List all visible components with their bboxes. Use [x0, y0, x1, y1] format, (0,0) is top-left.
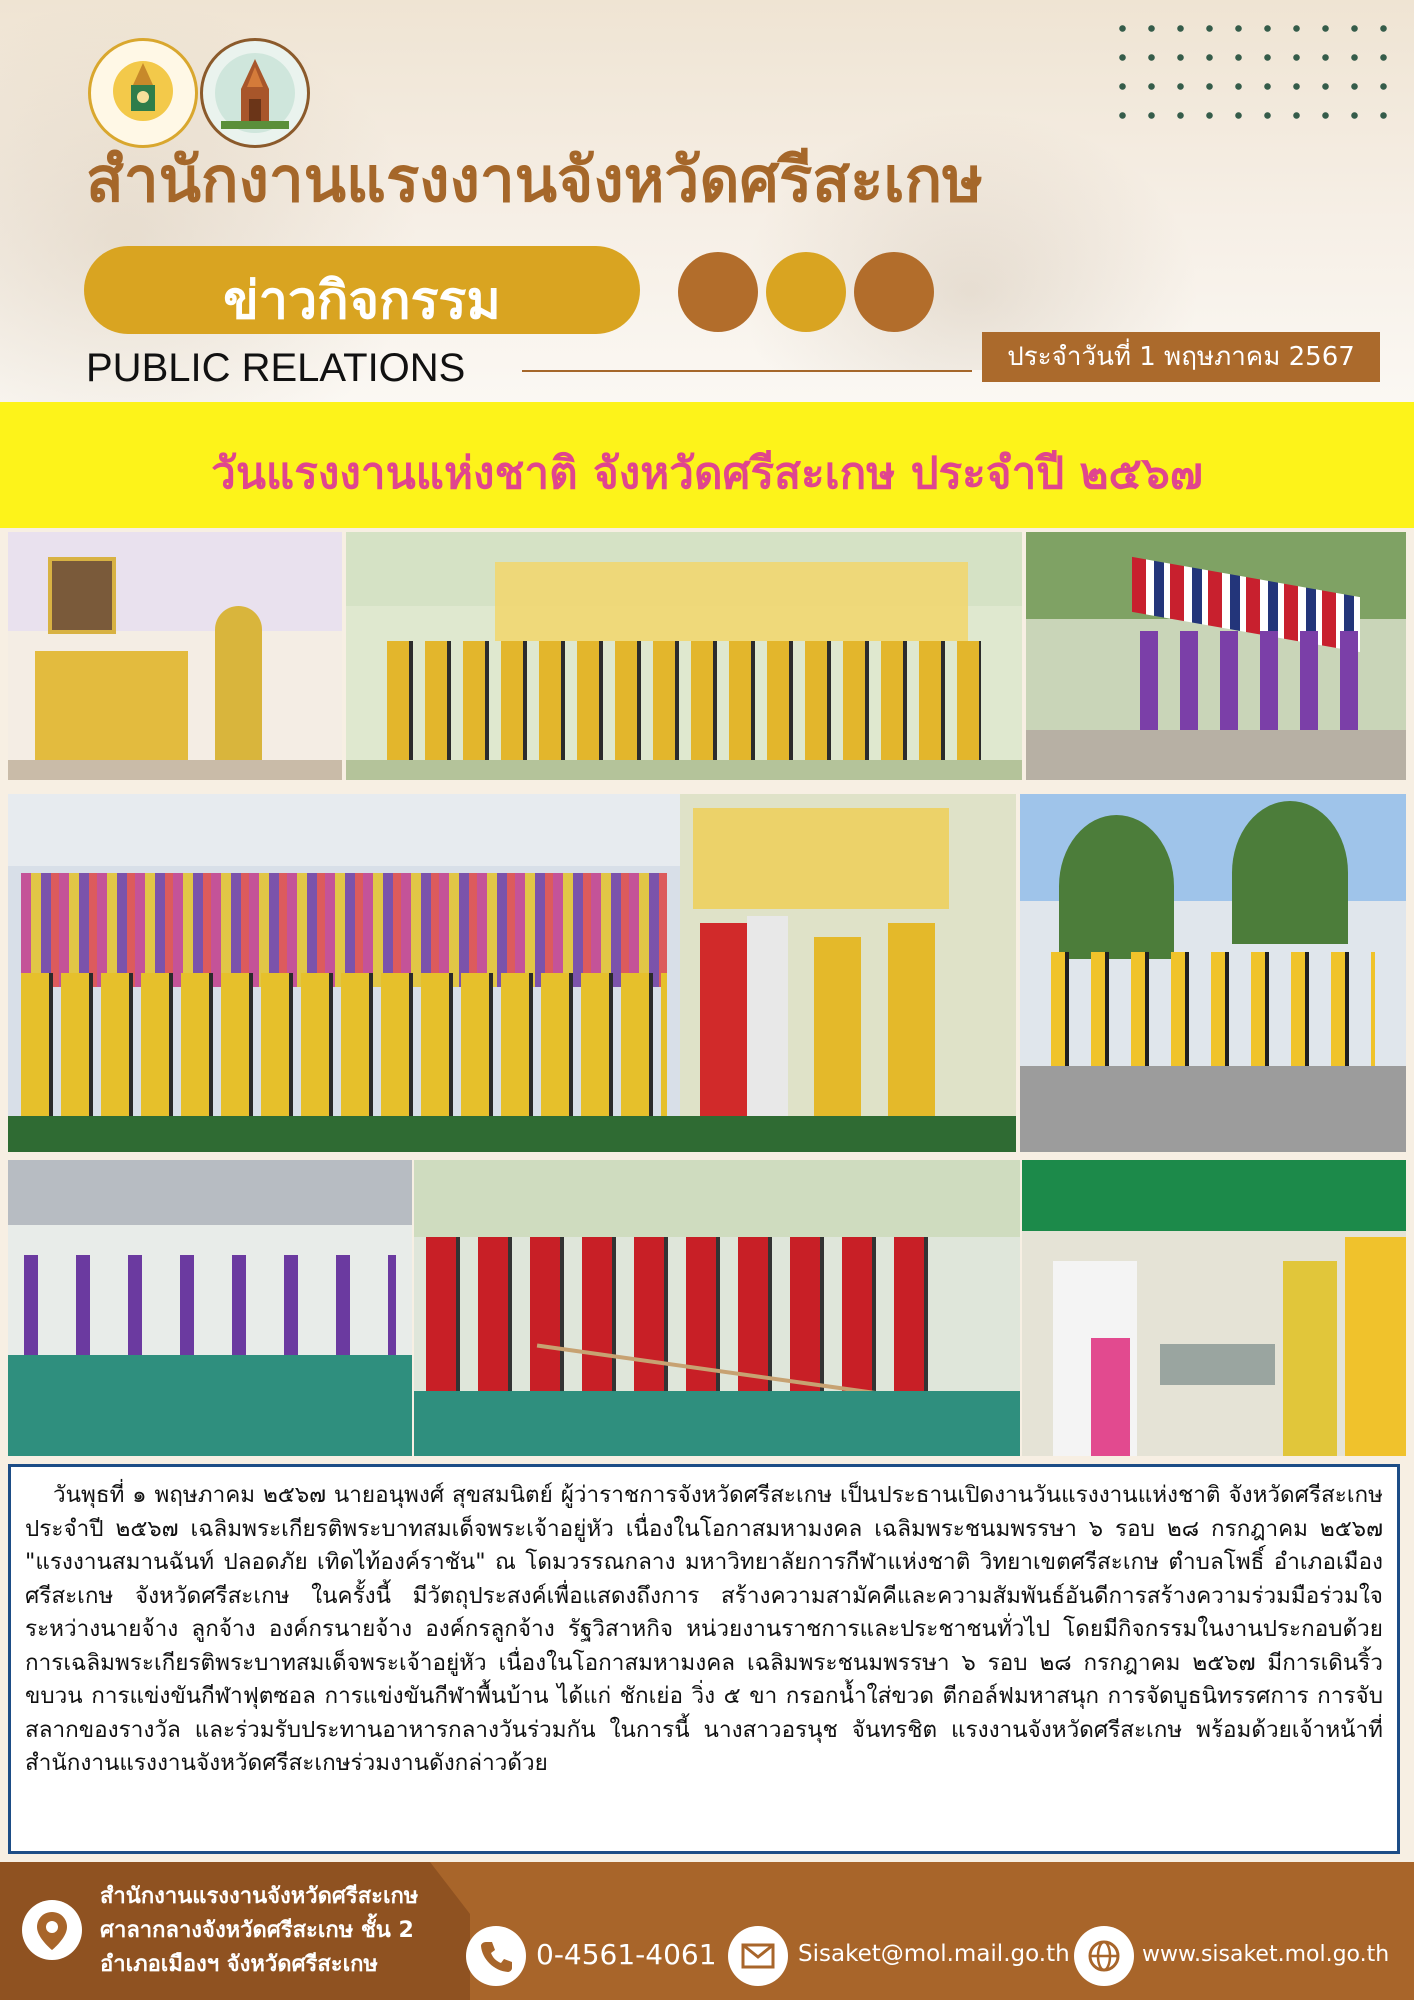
address-line: ศาลากลางจังหวัดศรีสะเกษ ชั้น 2 — [100, 1918, 414, 1943]
globe-icon — [1074, 1926, 1134, 1986]
headline-title: วันแรงงานแห่งชาติ จังหวัดศรีสะเกษ ประจำปี ๒๕๖๗ — [211, 448, 1203, 499]
photo-group-stage — [346, 532, 1022, 780]
location-pin-icon — [22, 1900, 82, 1960]
decorative-dot-grid — [1108, 14, 1396, 140]
address-line: สำนักงานแรงงานจังหวัดศรีสะเกษ — [100, 1884, 419, 1909]
section-label-pill — [84, 246, 640, 334]
date-label: ประจำวันที่ 1 พฤษภาคม 2567 — [982, 332, 1380, 382]
photo-crowd-group — [8, 794, 680, 1152]
organization-title: สำนักงานแรงงานจังหวัดศรีสะเกษ — [86, 143, 984, 216]
photo-award-presentation — [680, 794, 1016, 1152]
photo-tug-of-war — [414, 1160, 1020, 1456]
section-label: ข่าวกิจกรรม — [223, 271, 501, 331]
decorative-circle — [854, 252, 934, 332]
address-line: อำเภอเมืองฯ จังหวัดศรีสะเกษ — [100, 1952, 378, 1977]
photo-flag-parade — [1026, 532, 1406, 780]
ministry-seal-logo — [88, 38, 198, 148]
headline-banner — [0, 402, 1414, 528]
email-address[interactable]: Sisaket@mol.mail.go.th — [798, 1941, 1070, 1967]
public-relations-subtitle: PUBLIC RELATIONS — [86, 346, 466, 390]
photo-street-parade — [1020, 794, 1406, 1152]
divider-line — [522, 370, 972, 372]
phone-number[interactable]: 0-4561-4061 — [536, 1938, 717, 1971]
decorative-circle — [766, 252, 846, 332]
article-body-box — [8, 1464, 1400, 1854]
photo-relay-race — [8, 1160, 412, 1456]
photo-ceremony-shrine — [8, 532, 342, 780]
website-url[interactable]: www.sisaket.mol.go.th — [1142, 1942, 1390, 1967]
article-body-text: วันพุธที่ ๑ พฤษภาคม ๒๕๖๗ นายอนุพงศ์ สุขสมนิตย์ ผู้ว่าราชการจังหวัดศรีสะเกษ เป็นประธานเปิดงานวันแรงงานแห่งชาติ จังหวัดศรีสะเกษ ประจำปี ๒๕๖๗ เฉลิมพระเกียรติพระบาทสมเด็จพระเจ้าอยู่หัว เนื่องในโอกาสมหามงคล เฉลิมพระชนมพรรษา ๖ รอบ ๒๘ กรกฎาคม ๒๕๖๗ "แรงงานสมานฉันท์ ปลอดภัย เทิดไท้องค์ราชัน" ณ โดมวรรณกลาง มหาวิทยาลัยการกีฬาแห่งชาติ วิทยาเขตศรีสะเกษ ตำบลโพธิ์ อำเภอเมืองศรีสะเกษ จังหวัดศรีสะเกษ ในครั้งนี้ มีวัตถุประสงค์เพื่อแสดงถึงการ สร้างความสามัคคีและความสัมพันธ์อันดีการสร้างความร่วมมือร่วมใจ ระหว่างนายจ้าง ลูกจ้าง องค์กรนายจ้าง องค์กรลูกจ้าง รัฐวิสาหกิจ หน่วยงานราชการและประชาชนทั่วไป โดยมีกิจกรรมในงานประกอบด้วยการเฉลิมพระเกียรติพระบาทสมเด็จพระเจ้าอยู่หัว เนื่องในโอกาสมหามงคล เฉลิมพระชนมพรรษา ๖ รอบ ๒๘ กรกฎาคม ๒๕๖๗ มีการเดินริ้วขบวน การแข่งขันกีฬาฟุตซอล การแข่งขันกีฬาพื้นบ้าน ได้แก่ ชักเย่อ วิ่ง ๕ ขา กรอกน้ำใส่ขวด ตีกอล์ฟมหาสนุก การจัดบูธนิทรรศการ การจับสลากของรางวัล และร่วมรับประทานอาหารกลางวันร่วมกัน ในการนี้ นางสาวอรนุช จันทรชิต แรงงานจังหวัดศรีสะเกษ พร้อมด้วยเจ้าหน้าที่สำนักงานแรงงานจังหวัดศรีสะเกษร่วมงานดังกล่าวด้วย — [25, 1482, 1383, 1776]
decorative-circle — [678, 252, 758, 332]
province-seal-logo — [200, 38, 310, 148]
photo-food-service — [1022, 1160, 1406, 1456]
phone-icon — [466, 1926, 526, 1986]
footer-address — [100, 1880, 418, 1982]
email-icon — [728, 1926, 788, 1986]
